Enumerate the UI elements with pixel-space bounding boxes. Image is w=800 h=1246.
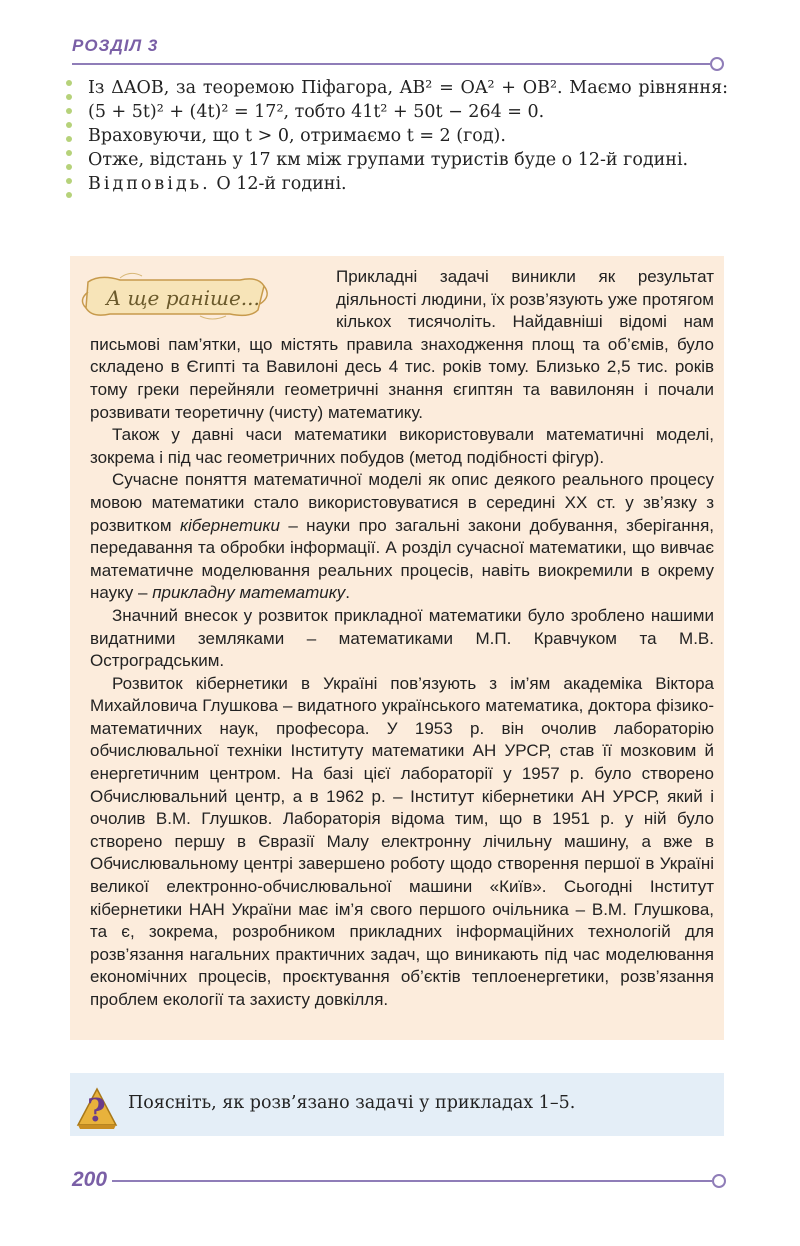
badge-text: А ще раніше... (106, 286, 260, 310)
answer-text: О 12-й годині. (210, 174, 347, 194)
p3-part-e: . (345, 583, 351, 603)
history-paragraph-3 (90, 469, 714, 605)
history-paragraph-5: Розвиток кібернетики в Україні пов’язують з ім’ям академіка Віктора Михайловича Глушкова – видатного українського математика, доктора фізико-математичних наук, професора. У 1953 р. він очолив лабораторію обчислювальної техніки Інституту математики АН УРСР, став її мозковим й енергетичним центром. На базі цієї лабораторії у 1957 р. було створено Обчислювальний центр, а в 1962 р. – Інститут кібернетики АН УРСР, який і очолив В.М. Глушков. Лабораторія відома тим, що в 1951 р. у ній було створено першу в Євразії Малу електронну лічильну машину, а вже в Обчислювальному центрі завершено роботу щодо створення першої в Україні великої електронно-обчислювальної машини «Київ». Сьогодні Інститут кібернетики НАН України має ім’я свого першого очільника – В.М. Глушкова, та є, зокрема, розробником прикладних інформаційних технологій для розв’язання нагальних практичних задач, що виникають під час моделювання економічних процесів, проєктування об’єктів теплоенергетики, розв’язання проблем екології та захисту довкілля. (90, 673, 714, 1009)
question-mark-icon (74, 1081, 120, 1131)
bullet-dots (66, 80, 74, 206)
header-divider-end-icon (710, 57, 724, 71)
answer-line (88, 172, 728, 196)
svg-text:?: ? (87, 1091, 106, 1129)
solution-line-2: Враховуючи, що t > 0, отримаємо t = 2 (год). (88, 126, 506, 146)
section-title: РОЗДІЛ 3 (72, 36, 159, 55)
answer-label: Відповідь. (88, 174, 211, 194)
header-divider (72, 63, 710, 65)
history-paragraph-4: Значний внесок у розвиток прикладної математики було зроблено нашими видатними земляками – математиками М.П. Кравчуком та М.В. Остроградським. (90, 605, 714, 671)
p3-part-a: Сучасне поняття математичної моделі як опис деякого реального процесу мовою математики стало використовуватися в середині XX ст. у зв’язку з розвитком (90, 470, 714, 535)
question-text: Поясніть, як розв’язано задачі у прикладах 1–5. (128, 1093, 576, 1113)
history-paragraph-2: Також у давні часи математики використовували математичні моделі, зокрема і під час геометричних побудов (метод подібності фігур). (90, 425, 714, 467)
solution-line-1: Із ΔAOB, за теоремою Піфагора, AB² = OA² + OB². Маємо рівняння: (5 + 5t)² + (4t)² = 17², тобто 41t² + 50t − 264 = 0. (88, 78, 728, 122)
p3-part-c: – науки про загальні закони добування, зберігання, передавання та обробки інформації. А розділ сучасної математики, що вивчає математичне моделювання реальних процесів, навіть виокремили в окрему науку – (90, 515, 715, 603)
p3-term-applied-math: прикладну математику (152, 583, 346, 603)
page-number: 200 (72, 1168, 108, 1191)
history-paragraph-1: Прикладні задачі виникли як результат діяльності людини, їх розв’язують уже протягом кількох тисячоліть. Найдавніші відомі нам письмові пам’ятки, що містять правила знаходження площ та об’ємів, було складено в Єгипті та Вавилоні десь 4 тис. років тому. Близько 2,5 тис. років тому греки перейняли геометричні знання єгиптян та вавилонян і почали розвивати теоретичну (чисту) математику. (90, 267, 714, 422)
footer-divider (112, 1180, 712, 1182)
footer-divider-end-icon (712, 1174, 726, 1188)
history-box (70, 256, 724, 1040)
solution-block (88, 76, 728, 196)
question-box (70, 1073, 724, 1136)
p3-term-cybernetics: кібернетики (179, 515, 280, 535)
solution-line-3: Отже, відстань у 17 км між групами туристів буде о 12-й годині. (88, 150, 689, 170)
history-text (90, 266, 714, 1012)
